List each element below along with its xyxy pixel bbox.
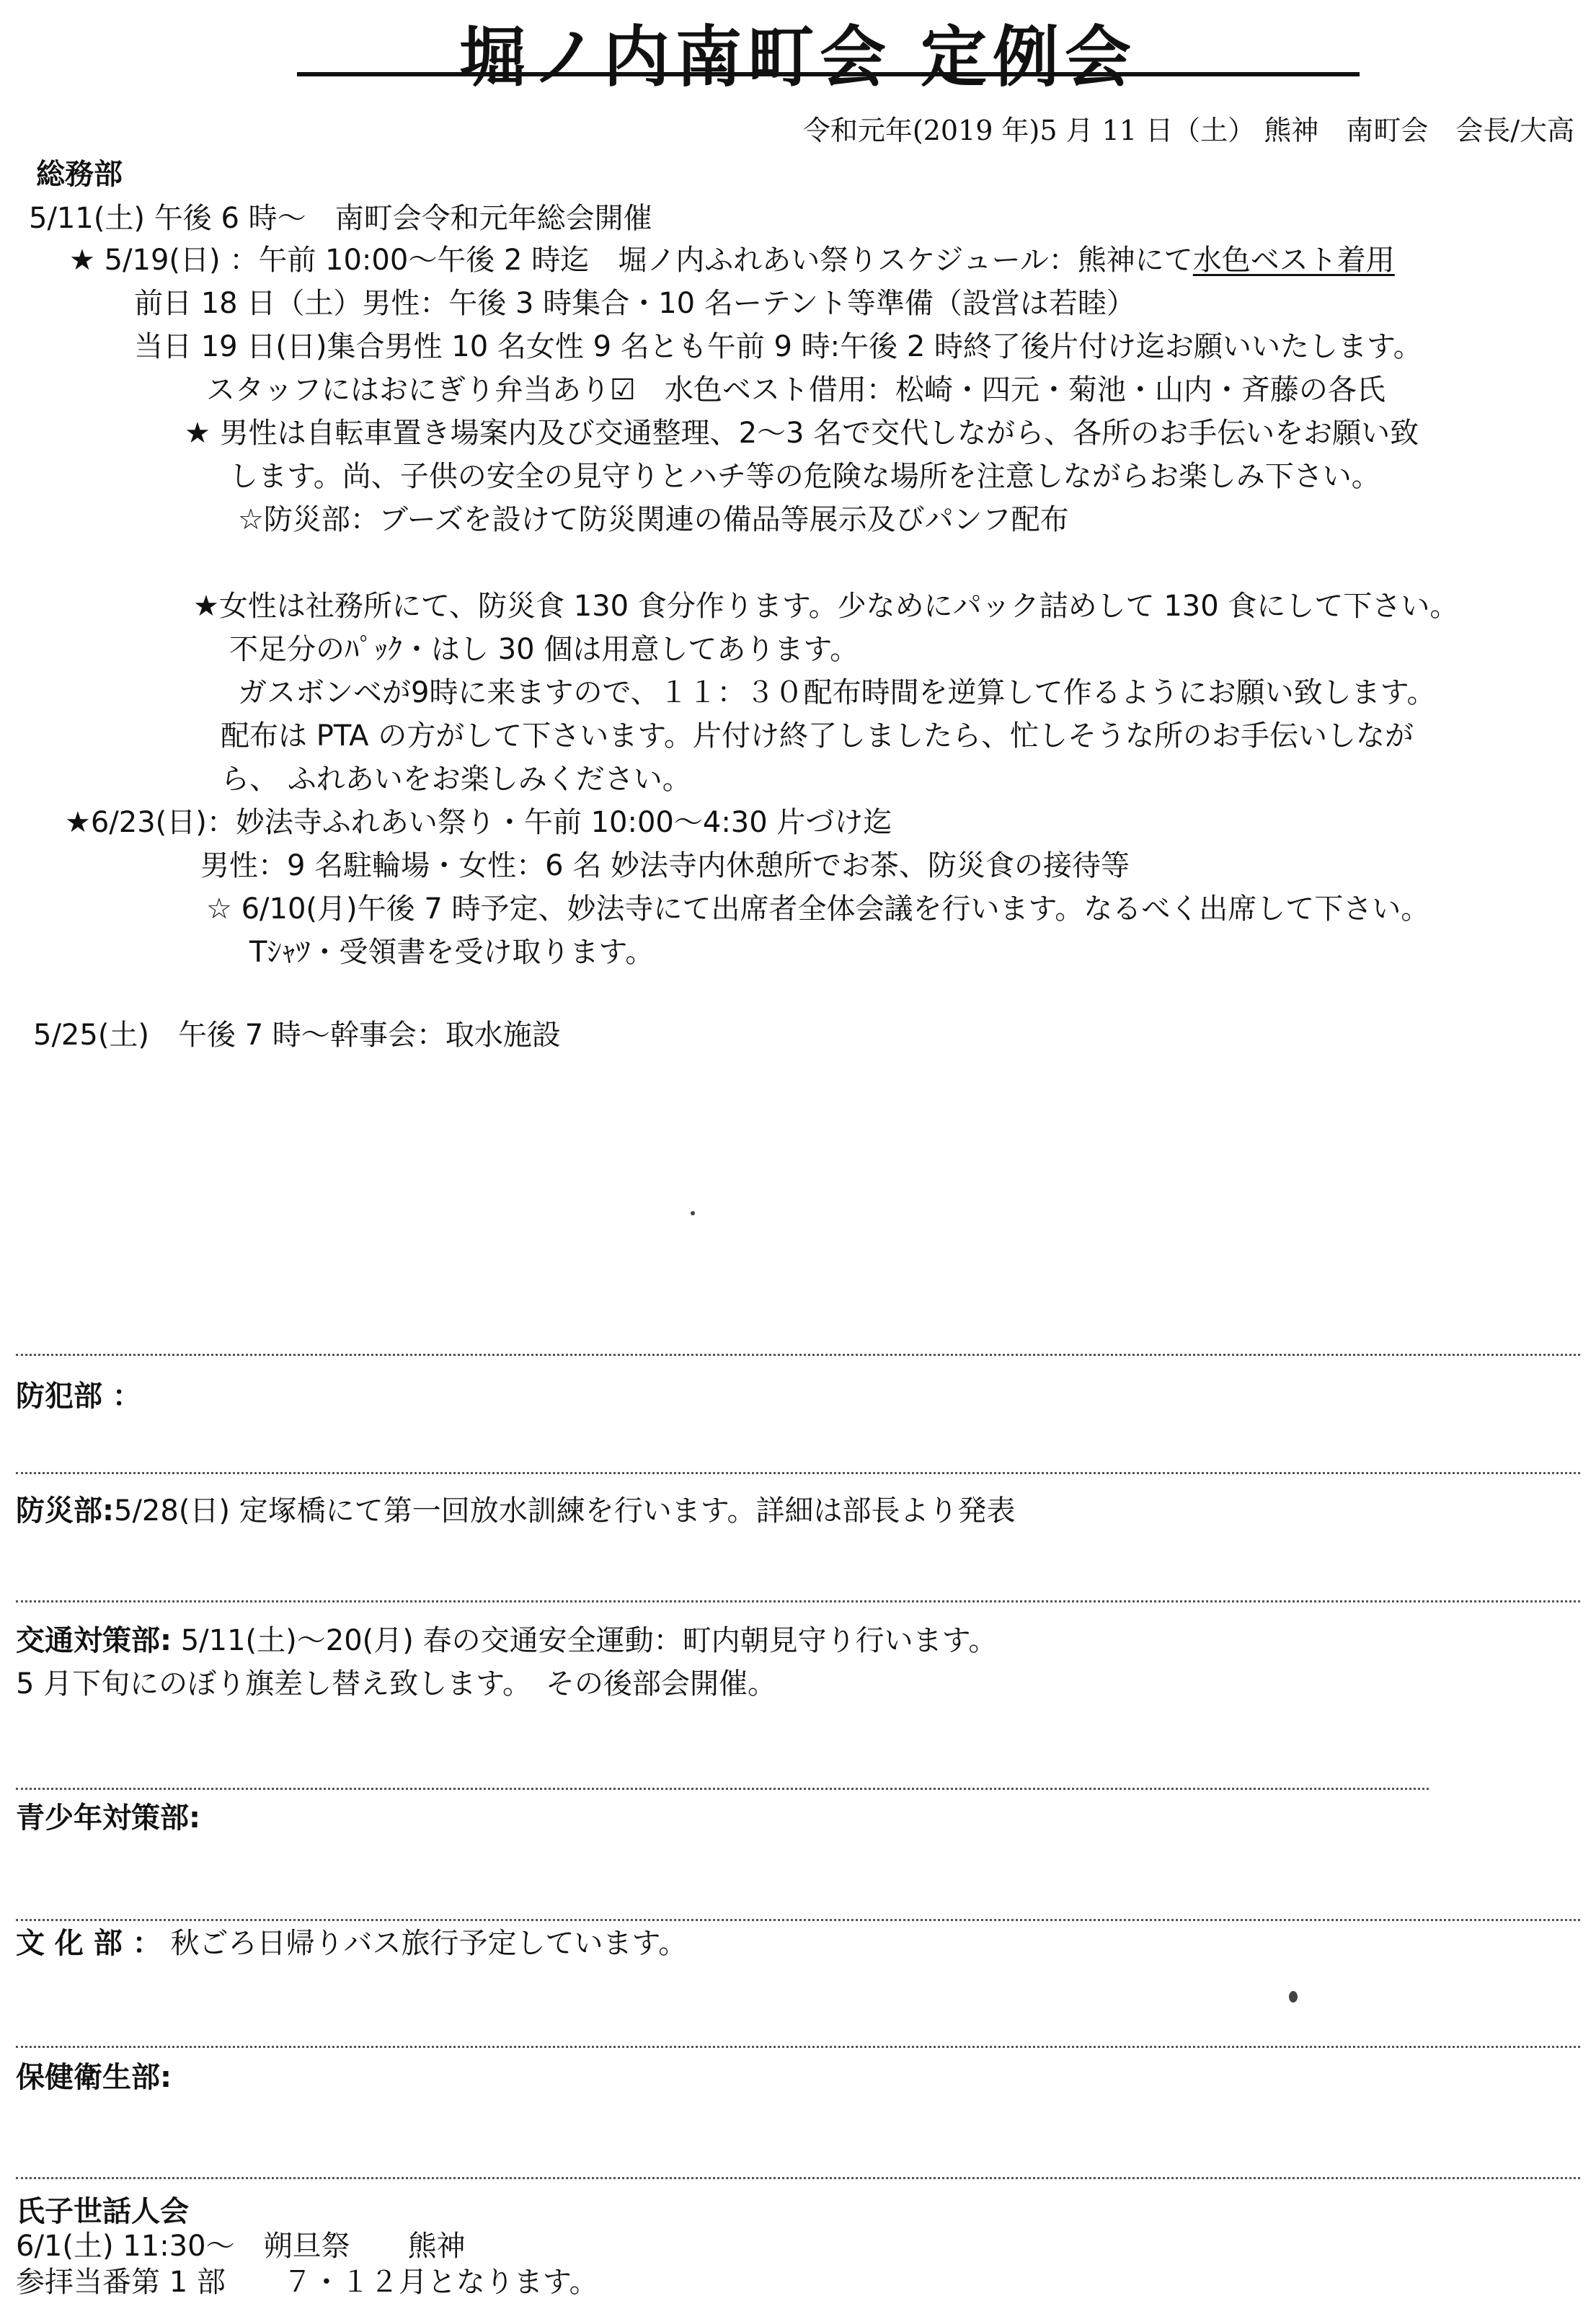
ujiko-line-1: 6/1(土) 11:30～ 朔旦祭 熊神 bbox=[16, 2230, 466, 2263]
seishounen-heading: 青少年対策部: bbox=[16, 1801, 200, 1835]
soumu-line-12: 配布は PTA の方がして下さいます。片付け終了しましたら、忙しそうな所のお手伝いしなが bbox=[221, 719, 1414, 753]
bousai-section bbox=[16, 1492, 1016, 1530]
soumu-line-7: します。尚、子供の安全の見守りとハチ等の危険な場所を注意しながらお楽しみ下さい。 bbox=[229, 460, 1380, 493]
scan-speck bbox=[691, 1211, 695, 1215]
soumu-line-18: 5/25(土) 午後 7 時～幹事会：取水施設 bbox=[33, 1019, 561, 1052]
soumu-line-2-text: ★ 5/19(日) ：午前 10:00～午後 2 時迄 堀ノ内ふれあい祭りスケジュール：熊神にて bbox=[69, 244, 1193, 277]
section-divider bbox=[16, 1354, 1580, 1356]
section-divider bbox=[16, 1919, 1580, 1921]
soumu-line-11: ガスボンベが9時に来ますので、１１：３０配布時間を逆算して作るようにお願い致します。 bbox=[238, 676, 1436, 709]
soumu-heading: 総務部 bbox=[36, 158, 123, 191]
bouhan-heading: 防犯部 ： bbox=[16, 1380, 141, 1413]
scan-speck bbox=[1289, 1991, 1298, 2003]
soumu-line-6: ★ 男性は自転車置き場案内及び交通整理、2～3 名で交代しながら、各所のお手伝いをお願い致 bbox=[185, 417, 1419, 450]
section-divider bbox=[16, 1600, 1580, 1602]
vest-note: 水色ベスト着用 bbox=[1192, 244, 1395, 277]
soumu-line-16: ☆ 6/10(月)午後 7 時予定、妙法寺にて出席者全体会議を行います。なるべく出席して下さい。 bbox=[206, 892, 1430, 926]
soumu-line-3: 前日 18 日（土）男性：午後 3 時集合・10 名ーテント等準備（設営は若睦） bbox=[134, 287, 1135, 320]
meeting-date-line: 令和元年(2019 年)5 月 11 日（土） 熊神 南町会 会長/大高 bbox=[802, 115, 1574, 146]
soumu-line-9: ★女性は社務所にて、防災食 130 食分作ります。少なめにパック詰めして 130 食にして下さい。 bbox=[193, 590, 1459, 623]
bunka-heading: 文 化 部 ： bbox=[16, 1927, 161, 1960]
bousai-heading: 防災部: bbox=[16, 1494, 114, 1528]
soumu-line-5: スタッフにはおにぎり弁当あり☑ 水色ベスト借用：松崎・四元・菊池・山内・斉藤の各氏 bbox=[206, 373, 1386, 407]
ujiko-line-2: 参拝当番第 1 部 ７・１２月となります。 bbox=[16, 2266, 598, 2299]
soumu-line-17: Tｼｬﾂ・受領書を受け取ります。 bbox=[249, 936, 655, 969]
soumu-line-13: ら、 ふれあいをお楽しみください。 bbox=[221, 763, 691, 796]
ujiko-heading: 氏子世話人会 bbox=[16, 2195, 189, 2228]
page-title: 堀ノ内南町会 定例会 bbox=[458, 18, 1138, 96]
koutsu-heading: 交通対策部: bbox=[16, 1624, 172, 1657]
soumu-line-1: 5/11(土) 午後 6 時～ 南町会令和元年総会開催 bbox=[29, 202, 652, 235]
soumu-line-10: 不足分のﾊﾟｯｸ・はし 30 個は用意してあります。 bbox=[229, 633, 859, 666]
hoken-heading: 保健衛生部: bbox=[16, 2061, 172, 2094]
section-divider bbox=[16, 2177, 1580, 2179]
section-divider bbox=[16, 1472, 1580, 1474]
bunka-section bbox=[16, 1925, 687, 1962]
soumu-line-8: ☆防災部：ブーズを設けて防災関連の備品等展示及びパンフ配布 bbox=[238, 503, 1069, 536]
section-divider bbox=[16, 1788, 1429, 1790]
title-underline bbox=[297, 72, 1360, 76]
bousai-text: 5/28(日) 定塚橋にて第一回放水訓練を行います。詳細は部長より発表 bbox=[114, 1494, 1016, 1528]
bunka-text: 秋ごろ日帰りバス旅行予定しています。 bbox=[161, 1927, 688, 1960]
koutsu-section bbox=[16, 1622, 997, 1659]
soumu-line-14: ★6/23(日)：妙法寺ふれあい祭り・午前 10:00～4:30 片づけ迄 bbox=[65, 806, 892, 839]
koutsu-line-2: 5 月下旬にのぼり旗差し替え致します。 その後部会開催。 bbox=[16, 1667, 776, 1701]
soumu-line-4: 当日 19 日(日)集合男性 10 名女性 9 名とも午前 9 時:午後 2 時終了後片付け迄お願いいたします。 bbox=[134, 330, 1422, 363]
section-divider bbox=[16, 2046, 1580, 2048]
koutsu-text: 5/11(土)～20(月) 春の交通安全運動：町内朝見守り行います。 bbox=[172, 1624, 998, 1657]
soumu-line-2 bbox=[69, 241, 1395, 279]
soumu-line-15: 男性：9 名駐輪場・女性：6 名 妙法寺内休憩所でお茶、防災食の接待等 bbox=[200, 849, 1130, 882]
